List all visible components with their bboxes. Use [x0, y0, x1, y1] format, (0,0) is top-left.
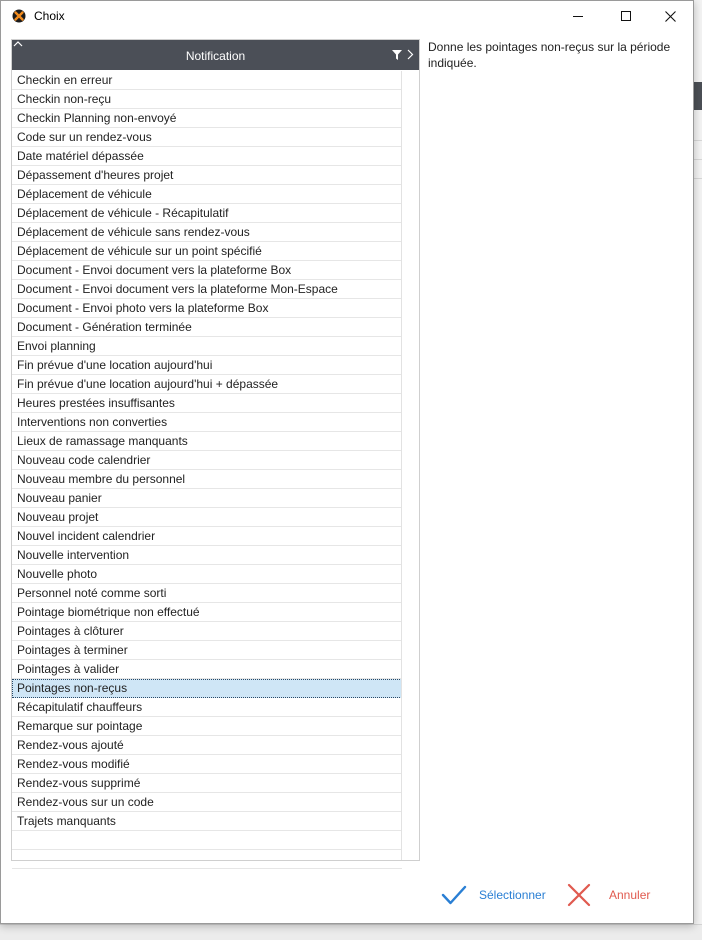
list-item[interactable]: Nouveau code calendrier	[12, 451, 402, 470]
list-item[interactable]: Pointages à terminer	[12, 641, 402, 660]
list-item[interactable]: Document - Envoi document vers la plateforme Box	[12, 261, 402, 280]
list-item[interactable]: Nouveau projet	[12, 508, 402, 527]
list-item[interactable]: Code sur un rendez-vous	[12, 128, 402, 147]
list-item[interactable]: Pointages non-reçus	[12, 679, 402, 698]
list-item[interactable]: Checkin non-reçu	[12, 90, 402, 109]
column-header-notification[interactable]: Notification	[185, 49, 246, 63]
list-item[interactable]: Date matériel dépassée	[12, 147, 402, 166]
list-item[interactable]: Interventions non converties	[12, 413, 402, 432]
background-footer	[0, 924, 702, 940]
list-item[interactable]: Déplacement de véhicule sans rendez-vous	[12, 223, 402, 242]
app-logo-icon	[12, 9, 26, 23]
sort-ascending-icon[interactable]	[13, 40, 23, 48]
background-application	[694, 0, 702, 939]
list-item[interactable]: Trajets manquants	[12, 812, 402, 831]
background-line	[694, 178, 702, 179]
list-item[interactable]: Lieux de ramassage manquants	[12, 432, 402, 451]
list-item[interactable]: Checkin en erreur	[12, 71, 402, 90]
list-item[interactable]: Rendez-vous modifié	[12, 755, 402, 774]
list-item[interactable]: Nouvel incident calendrier	[12, 527, 402, 546]
list-item[interactable]: Déplacement de véhicule sur un point spécifié	[12, 242, 402, 261]
list-item[interactable]: Remarque sur pointage	[12, 717, 402, 736]
list-item[interactable]: Heures prestées insuffisantes	[12, 394, 402, 413]
list-item[interactable]: Rendez-vous supprimé	[12, 774, 402, 793]
list-header[interactable]	[12, 40, 419, 70]
cancel-button-label: Annuler	[609, 888, 651, 902]
list-item[interactable]: Récapitulatif chauffeurs	[12, 698, 402, 717]
list-item[interactable]: Rendez-vous sur un code	[12, 793, 402, 812]
list-item[interactable]: Document - Envoi photo vers la plateforme Box	[12, 299, 402, 318]
maximize-icon	[621, 11, 631, 21]
list-item[interactable]: Nouvelle intervention	[12, 546, 402, 565]
notification-list[interactable]	[11, 39, 420, 861]
list-rows	[12, 71, 402, 869]
list-item[interactable]: Pointage biométrique non effectué	[12, 603, 402, 622]
chevron-right-icon[interactable]	[407, 49, 414, 60]
filter-icon[interactable]	[392, 50, 402, 60]
column-divider	[401, 71, 402, 860]
minimize-button[interactable]	[555, 1, 601, 31]
list-item[interactable]: Document - Génération terminée	[12, 318, 402, 337]
background-line	[694, 140, 702, 141]
maximize-button[interactable]	[603, 1, 649, 31]
list-item[interactable]: Pointages à clôturer	[12, 622, 402, 641]
select-button-label: Sélectionner	[479, 888, 546, 902]
close-button[interactable]	[647, 1, 693, 31]
list-item[interactable]: Document - Envoi document vers la plateforme Mon-Espace	[12, 280, 402, 299]
cancel-button[interactable]	[567, 878, 650, 912]
list-item[interactable]: Fin prévue d'une location aujourd'hui + dépassée	[12, 375, 402, 394]
list-item[interactable]: Rendez-vous ajouté	[12, 736, 402, 755]
close-icon	[665, 11, 676, 22]
list-item[interactable]: Déplacement de véhicule	[12, 185, 402, 204]
list-item[interactable]: Checkin Planning non-envoyé	[12, 109, 402, 128]
notification-description: Donne les pointages non-reçus sur la période indiquée.	[428, 40, 671, 70]
list-item[interactable]: Pointages à valider	[12, 660, 402, 679]
list-item[interactable]: Déplacement de véhicule - Récapitulatif	[12, 204, 402, 223]
background-line	[694, 159, 702, 160]
title-bar[interactable]	[1, 1, 693, 31]
list-item[interactable]: Envoi planning	[12, 337, 402, 356]
checkmark-icon	[441, 884, 467, 906]
empty-row	[12, 850, 402, 869]
list-item[interactable]: Nouveau membre du personnel	[12, 470, 402, 489]
list-item[interactable]: Fin prévue d'une location aujourd'hui	[12, 356, 402, 375]
empty-row	[12, 831, 402, 850]
cross-icon	[567, 883, 591, 907]
background-toolbar	[694, 82, 702, 110]
list-item[interactable]: Nouvelle photo	[12, 565, 402, 584]
window-title: Choix	[34, 9, 65, 23]
list-item[interactable]: Nouveau panier	[12, 489, 402, 508]
list-item[interactable]: Dépassement d'heures projet	[12, 166, 402, 185]
minimize-icon	[573, 11, 583, 21]
list-item[interactable]: Personnel noté comme sorti	[12, 584, 402, 603]
select-button[interactable]	[441, 878, 546, 912]
